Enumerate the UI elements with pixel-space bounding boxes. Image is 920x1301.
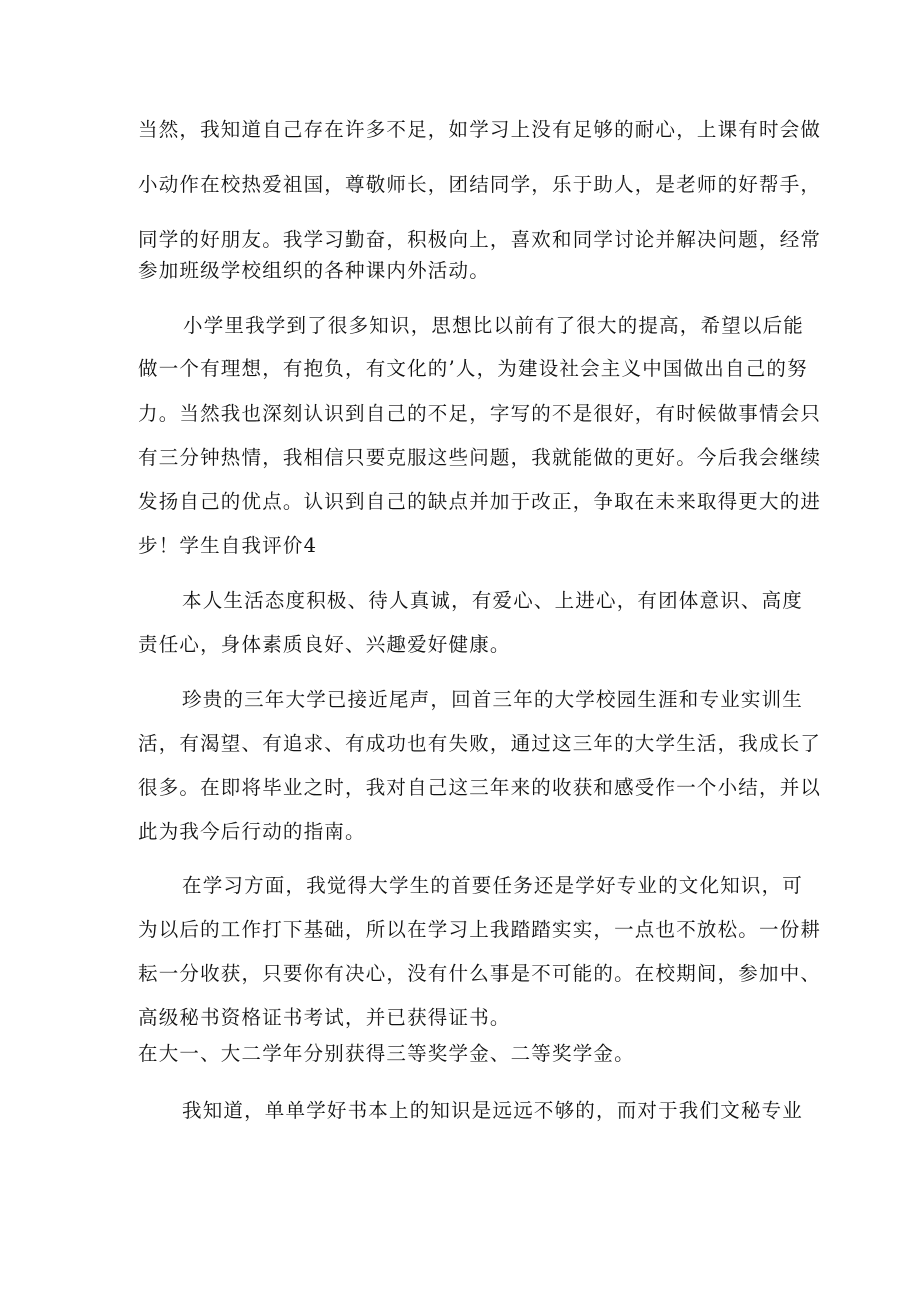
text-line: 做一个有理想，有抱负，有文化的’人，为建设社会主义中国做出自己的努 xyxy=(138,357,808,380)
text-line: 小动作在校热爱祖国，尊敬师长，团结同学，乐于助人，是老师的好帮手， xyxy=(138,173,822,196)
text-line: 当然，我知道自己存在许多不足，如学习上没有足够的耐心，上课有时会做 xyxy=(138,118,822,141)
text-line: 参加班级学校组织的各种课内外活动。 xyxy=(138,259,490,282)
paragraph-start-line: 我知道，单单学好书本上的知识是远远不够的，而对于我们文秘专业 xyxy=(182,1099,804,1122)
text-line: 很多。在即将毕业之时，我对自己这三年来的收获和感受作一个小结，并以 xyxy=(138,776,822,799)
text-line: 同学的好朋友。我学习勤奋，积极向上，喜欢和同学讨论并解决问题，经常 xyxy=(138,228,822,251)
text-line: 活，有渴望、有追求、有成功也有失败，通过这三年的大学生活，我成长了 xyxy=(138,732,822,755)
paragraph-start-line: 珍贵的三年大学已接近尾声，回首三年的大学校园生涯和专业实训生 xyxy=(182,688,804,711)
text-line: 在大一、大二学年分别获得三等奖学金、二等奖学金。 xyxy=(138,1042,635,1065)
text-line: 步！学生自我评价4 xyxy=(138,534,318,557)
text-line: 责任心，身体素质良好、兴趣爱好健康。 xyxy=(138,633,511,656)
text-line: 有三分钟热情，我相信只要克服这些问题，我就能做的更好。今后我会继续 xyxy=(138,446,822,469)
paragraph-start-line: 在学习方面，我觉得大学生的首要任务还是学好专业的文化知识，可 xyxy=(182,874,804,897)
text-line: 耘一分收获，只要你有决心，没有什么事是不可能的。在校期间，参加中、 xyxy=(138,962,822,985)
text-line: 力。当然我也深刻认识到自己的不足，字写的不是很好，有时候做事情会只 xyxy=(138,402,822,425)
paragraph-start-line: 小学里我学到了很多知识，思想比以前有了很大的提高，希望以后能 xyxy=(183,314,805,337)
text-line: 为以后的工作打下基础，所以在学习上我踏踏实实，一点也不放松。一份耕 xyxy=(138,918,822,941)
text-line: 高级秘书资格证书考试，并已获得证书。 xyxy=(138,1006,511,1029)
paragraph-start-line: 本人生活态度积极、待人真诚，有爱心、上进心，有团体意识、高度 xyxy=(182,589,804,612)
text-line: 此为我今后行动的指南。 xyxy=(138,820,366,843)
text-line: 发扬自己的优点。认识到自己的缺点并加于改正，争取在未来取得更大的进 xyxy=(138,490,822,513)
